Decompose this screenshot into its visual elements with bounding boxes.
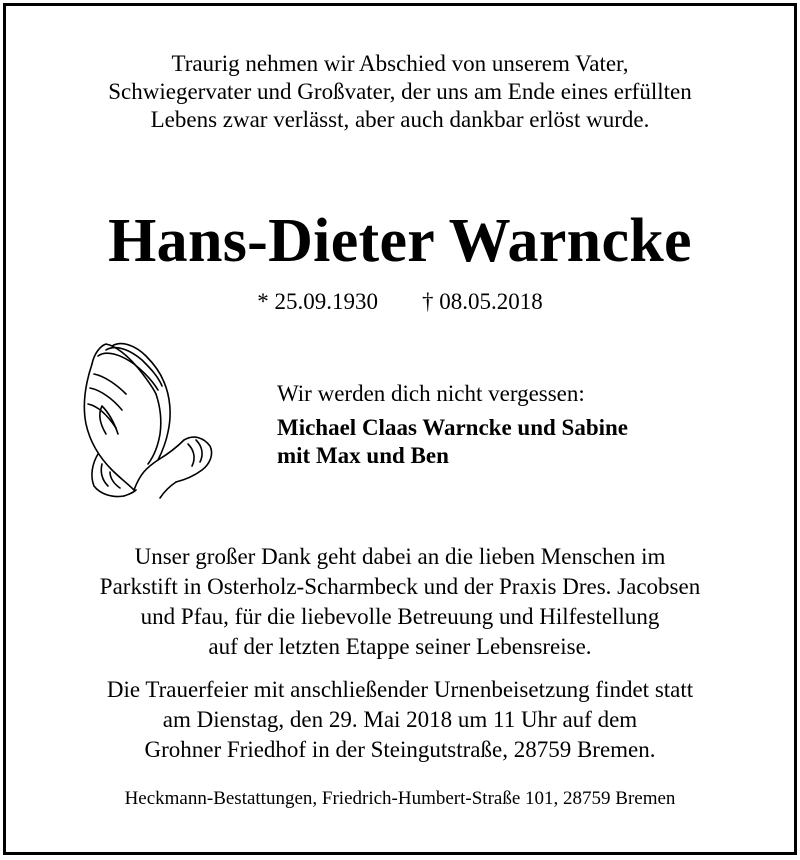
service-line: am Dienstag, den 29. Mai 2018 um 11 Uhr auf dem: [162, 707, 638, 732]
intro-line: Traurig nehmen wir Abschied von unserem Vater,: [171, 51, 629, 76]
thanks-line: Parkstift in Osterholz-Scharmbeck und der Praxis Dres. Jacobsen: [99, 574, 701, 599]
mourners-heading: Wir werden dich nicht vergessen:: [277, 381, 585, 406]
obituary-card: [3, 3, 797, 855]
mourners-block: [277, 380, 628, 470]
mourner-line: mit Max und Ben: [277, 443, 449, 468]
birth-date: * 25.09.1930: [257, 289, 378, 314]
thanks-line: Unser großer Dank geht dabei an die lieben Menschen im: [134, 544, 666, 569]
praying-hands-icon: [76, 324, 218, 506]
life-dates: [6, 288, 794, 316]
intro-line: Lebens zwar verlässt, aber auch dankbar erlöst wurde.: [150, 107, 650, 132]
deceased-name: Hans-Dieter Warncke: [108, 207, 692, 275]
service-line: Grohner Friedhof in der Steingutstraße, 28759 Bremen.: [144, 737, 656, 762]
intro-text: [6, 50, 794, 134]
thanks-line: und Pfau, für die liebevolle Betreuung und Hilfestellung: [140, 604, 660, 629]
death-date: † 08.05.2018: [422, 289, 543, 314]
service-line: Die Trauerfeier mit anschließender Urnenbeisetzung findet statt: [106, 677, 694, 702]
service-text: [6, 675, 794, 765]
thanks-line: auf der letzten Etappe seiner Lebensreise.: [208, 634, 592, 659]
undertaker-footer: Heckmann-Bestattungen, Friedrich-Humbert-Straße 101, 28759 Bremen: [124, 788, 676, 809]
intro-line: Schwiegervater und Großvater, der uns am Ende eines erfüllten: [108, 79, 692, 104]
thanks-text: [6, 542, 794, 662]
mourner-names: [277, 414, 628, 470]
mourner-line: Michael Claas Warncke und Sabine: [277, 415, 629, 440]
